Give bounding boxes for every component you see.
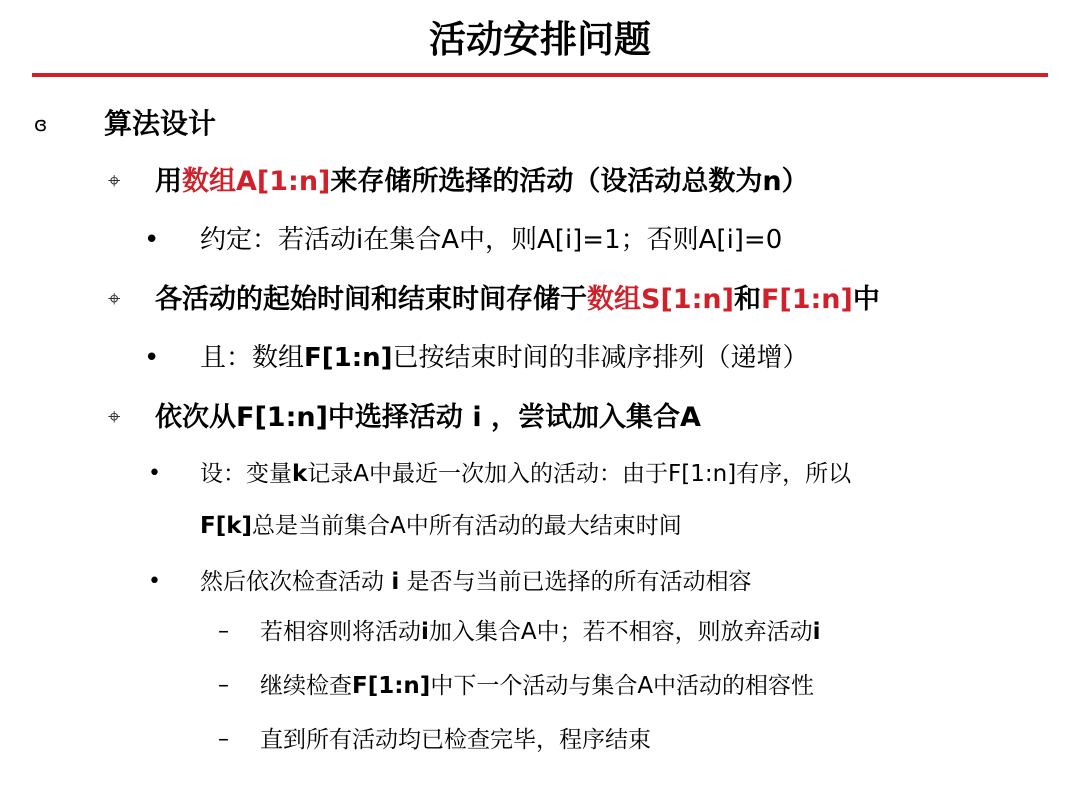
- bullet-level2-icon: ⌖: [108, 169, 121, 194]
- highlight-array-f: F[1:n]: [760, 284, 853, 315]
- bold-k: k: [292, 461, 308, 487]
- bold-array-f: F[1:n]: [352, 673, 431, 699]
- bullet-level2-icon: ⌖: [108, 287, 121, 312]
- bullet-dash-icon: –: [218, 619, 229, 644]
- highlight-array-a: 数组A[1:n]: [182, 166, 331, 197]
- bullet-level3-icon: •: [144, 225, 160, 255]
- title-divider: [32, 73, 1048, 77]
- text-segment: 记录A中最近一次加入的活动：由于F[1:n]有序，所以: [307, 461, 852, 487]
- bold-i: i: [812, 619, 821, 645]
- text-segment: 加入集合A中；若不相容，则放弃活动: [428, 619, 813, 645]
- text-segment: 且：数组: [200, 343, 305, 373]
- item-array-a: [155, 160, 809, 204]
- bold-f-k: F[k]: [200, 513, 253, 539]
- step-add-or-discard: [260, 610, 821, 654]
- text-segment: 然后依次检查活动: [200, 569, 392, 595]
- text-segment: 若相容则将活动: [260, 619, 421, 645]
- bold-array-f: F[1:n]: [304, 343, 393, 373]
- text-segment: 中: [852, 284, 880, 315]
- text-segment: 各活动的起始时间和结束时间存储于: [155, 284, 587, 315]
- text-segment: 已按结束时间的非减序排列（递增）: [392, 343, 809, 373]
- text-segment: 来存储所选择的活动（设活动总数为n）: [330, 166, 809, 197]
- slide-title: 活动安排问题: [429, 18, 651, 61]
- item-variable-k: [200, 452, 851, 496]
- item-sorted-note: [200, 336, 809, 380]
- item-start-finish-arrays: [155, 278, 880, 322]
- text-segment: 中下一个活动与集合A中活动的相容性: [430, 673, 815, 699]
- text-segment: 和: [733, 284, 761, 315]
- text-segment: 继续检查: [260, 673, 352, 699]
- bullet-dash-icon: –: [218, 727, 229, 752]
- bold-i: i: [421, 619, 429, 645]
- highlight-array-s: 数组S[1:n]: [587, 284, 734, 315]
- bullet-level1-icon: ɞ: [34, 112, 48, 136]
- bullet-dash-icon: –: [218, 673, 229, 698]
- item-array-a-convention: 约定：若活动i在集合A中，则A[i]=1；否则A[i]=0: [200, 225, 783, 255]
- text-segment: 总是当前集合A中所有活动的最大结束时间: [252, 513, 682, 539]
- text-segment: 是否与当前已选择的所有活动相容: [399, 569, 752, 595]
- section-heading: 算法设计: [104, 107, 217, 140]
- step-continue-check: [260, 664, 814, 708]
- bullet-level2-icon: ⌖: [108, 405, 121, 430]
- text-segment: 用: [155, 166, 182, 197]
- bullet-level4-icon: •: [148, 461, 161, 486]
- bullet-level4-icon: •: [148, 569, 161, 594]
- bullet-level3-icon: •: [144, 343, 160, 373]
- step-end: 直到所有活动均已检查完毕，程序结束: [260, 727, 651, 753]
- bold-i: i: [391, 569, 400, 595]
- item-variable-k-cont: [200, 504, 682, 548]
- text-segment: 设：变量: [200, 461, 292, 487]
- item-check-compat: [200, 560, 752, 604]
- item-select-loop: 依次从F[1:n]中选择活动 i ，尝试加入集合A: [155, 402, 701, 433]
